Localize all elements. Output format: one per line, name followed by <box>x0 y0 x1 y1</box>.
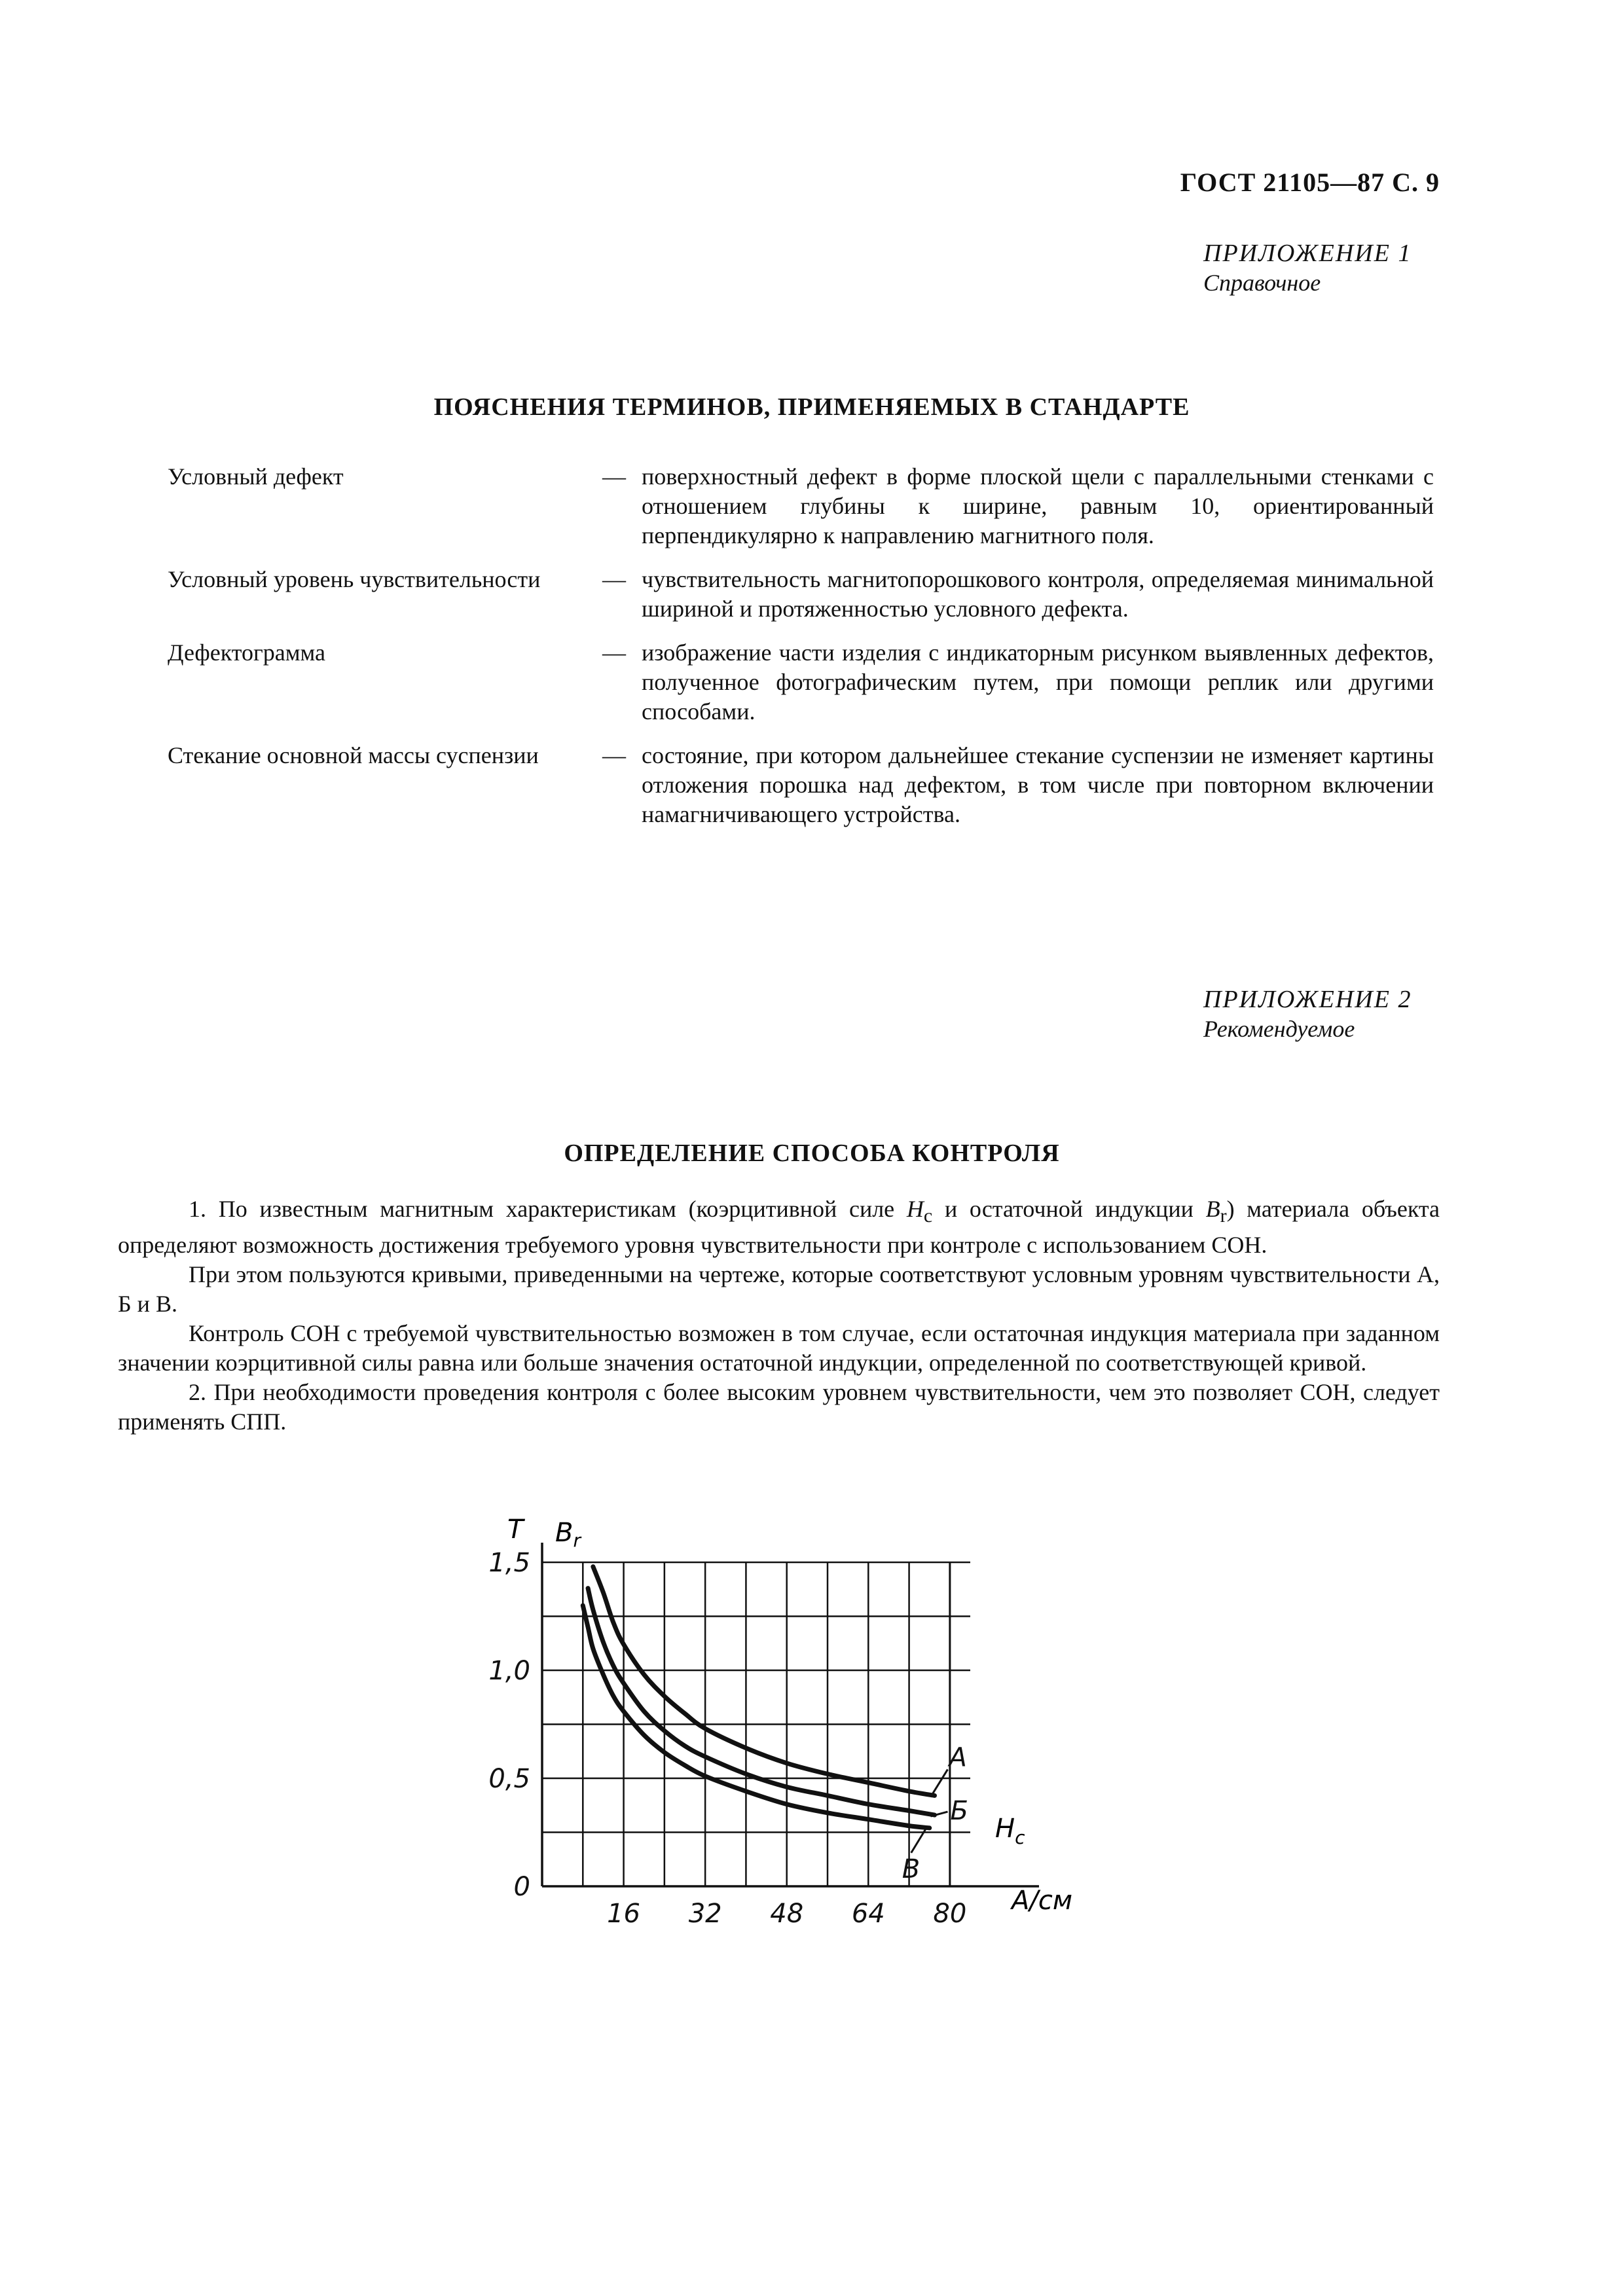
glossary-dash: — <box>602 742 626 768</box>
series-leader-line <box>931 1769 948 1797</box>
series-line <box>583 1605 929 1828</box>
paragraph-1 <box>118 1194 1440 1260</box>
paragraph-4: 2. При необходимости проведения контроля с более высоким уровнем чувствительности, чем это позволяет СОН, следует применять СПП. <box>118 1379 1440 1435</box>
appendix-2-status: Рекомендуемое <box>1203 1016 1355 1042</box>
y-tick-label: 1,5 <box>488 1548 530 1578</box>
y-tick-label: 0 <box>513 1872 530 1902</box>
body-text <box>118 1194 1440 1437</box>
chart-curves <box>583 1567 947 1853</box>
x-tick-label: 32 <box>688 1899 722 1929</box>
glossary-definition: состояние, при котором дальнейшее стекание суспензии не изменяет картины отложения порошка над дефектом, в том числе при повторном включении намагничивающего устройства. <box>642 742 1434 827</box>
paragraph-1-part-b: и остаточной индукции <box>932 1196 1206 1222</box>
y-symbol-label: $B_r$ <box>555 1518 581 1551</box>
paragraph-3: Контроль СОН с требуемой чувствительностью возможен в том случае, если остаточная индукция материала при заданном значении коэрцитивной силы равна или больше значения остаточной индукции, определенной по соответствующей кривой. <box>118 1320 1440 1376</box>
glossary-term: Условный дефект <box>168 463 344 490</box>
paragraph-1-part-a: 1. По известным магнитным характеристикам (коэрцитивной силе <box>189 1196 907 1222</box>
glossary-definition: чувствительность магнитопорошкового контроля, определяемая минимальной шириной и протяженностью условного дефекта. <box>642 566 1434 622</box>
series-label: А <box>949 1742 967 1773</box>
paragraph-2: При этом пользуются кривыми, приведенными на чертеже, которые соответствуют условным уровням чувствительности А, Б и В. <box>118 1261 1440 1318</box>
glossary-dash: — <box>602 463 626 490</box>
chart-grid <box>542 1543 1039 1886</box>
x-tick-label: 64 <box>851 1899 885 1929</box>
x-tick-label: 80 <box>933 1899 967 1929</box>
glossary-row <box>168 565 1434 624</box>
paragraph-1-part-c: ) материала объекта определяют возможность достижения требуемого уровня чувствительности при контроле с использованием СОН. <box>118 1196 1440 1259</box>
x-tick-label: 16 <box>607 1899 641 1929</box>
appendix-2-block <box>1203 985 1412 1043</box>
glossary-definition: поверхностный дефект в форме плоской щели с параллельными стенками с отношением глубины к ширине, равным 10, ориентированный перпендикулярно к направлению магнитного поля. <box>642 463 1434 548</box>
glossary-row <box>168 462 1434 550</box>
br-subscript: r <box>1220 1205 1227 1227</box>
x-symbol-label: $H_c$ <box>995 1814 1025 1848</box>
section-2-title: ОПРЕДЕЛЕНИЕ СПОСОБА КОНТРОЛЯ <box>564 1139 1060 1167</box>
appendix-1-title: ПРИЛОЖЕНИЕ 1 <box>1203 240 1412 267</box>
series-line <box>593 1567 935 1796</box>
appendix-2-title: ПРИЛОЖЕНИЕ 2 <box>1203 986 1412 1013</box>
series-label: В <box>902 1854 921 1884</box>
appendix-1-block <box>1203 239 1412 296</box>
y-unit-label: Т <box>507 1515 524 1545</box>
y-tick-label: 0,5 <box>488 1764 530 1794</box>
page-header: ГОСТ 21105—87 С. 9 <box>1180 168 1440 197</box>
x-unit-label: А/см <box>1012 1886 1073 1916</box>
glossary-dash: — <box>602 639 626 666</box>
glossary-definition: изображение части изделия с индикаторным рисунком выявленных дефектов, полученное фотографическим путем, при помощи реплик или другими способами. <box>642 639 1434 725</box>
hc-symbol: H <box>906 1196 924 1222</box>
series-line <box>588 1588 934 1816</box>
br-symbol: B <box>1205 1196 1220 1222</box>
x-tick-label: 48 <box>770 1899 804 1929</box>
glossary-row <box>168 741 1434 829</box>
glossary-term: Дефектограмма <box>168 639 326 666</box>
br-hc-chart <box>458 1509 1087 1941</box>
appendix-1-status: Справочное <box>1203 270 1321 296</box>
y-tick-label: 1,0 <box>488 1656 530 1686</box>
hc-subscript: c <box>923 1205 933 1227</box>
section-1-title: ПОЯСНЕНИЯ ТЕРМИНОВ, ПРИМЕНЯЕМЫХ В СТАНДАРТЕ <box>433 393 1190 421</box>
glossary-dash: — <box>602 566 626 592</box>
series-label: Б <box>950 1796 968 1827</box>
glossary-list <box>168 462 1434 844</box>
glossary-term: Условный уровень чувствительности <box>168 566 541 592</box>
glossary-term: Стекание основной массы суспензии <box>168 742 539 768</box>
glossary-row <box>168 638 1434 726</box>
